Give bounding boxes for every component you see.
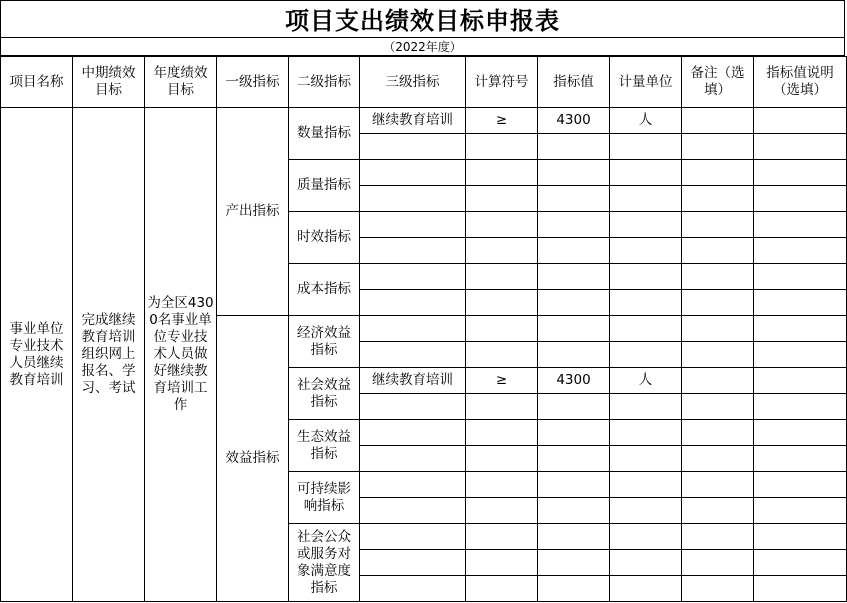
remark-cell[interactable] — [682, 342, 754, 368]
unit-cell[interactable] — [610, 420, 682, 446]
unit-cell[interactable] — [610, 290, 682, 316]
level2-social-cell: 社会效益指标 — [289, 368, 360, 420]
remark-cell[interactable] — [682, 238, 754, 264]
level2-timeliness-cell: 时效指标 — [289, 212, 360, 264]
value-note-cell[interactable] — [754, 264, 847, 290]
value-cell[interactable]: 4300 — [538, 368, 610, 394]
remark-cell[interactable] — [682, 368, 754, 394]
remark-cell[interactable] — [682, 472, 754, 498]
value-note-cell[interactable] — [754, 472, 847, 498]
header-symbol: 计算符号 — [466, 57, 538, 108]
level3-cell[interactable] — [360, 290, 466, 316]
level2-quality-cell: 质量指标 — [289, 160, 360, 212]
symbol-cell[interactable] — [466, 446, 538, 472]
unit-cell[interactable] — [610, 264, 682, 290]
unit-cell[interactable] — [610, 550, 682, 576]
value-note-cell[interactable] — [754, 342, 847, 368]
level1-benefit-cell: 效益指标 — [217, 316, 289, 602]
level3-cell[interactable] — [360, 446, 466, 472]
header-mid-goal: 中期绩效目标 — [73, 57, 145, 108]
symbol-cell[interactable] — [466, 342, 538, 368]
symbol-cell[interactable] — [466, 264, 538, 290]
header-remark: 备注（选填） — [682, 57, 754, 108]
value-note-cell[interactable] — [754, 420, 847, 446]
symbol-cell[interactable] — [466, 160, 538, 186]
value-cell[interactable] — [538, 212, 610, 238]
symbol-cell[interactable] — [466, 290, 538, 316]
remark-cell[interactable] — [682, 108, 754, 134]
remark-cell[interactable] — [682, 186, 754, 212]
value-cell[interactable]: 4300 — [538, 108, 610, 134]
symbol-cell[interactable]: ≥ — [466, 108, 538, 134]
remark-cell[interactable] — [682, 264, 754, 290]
level3-cell[interactable]: 继续教育培训 — [360, 108, 466, 134]
value-cell[interactable] — [538, 186, 610, 212]
level3-cell[interactable] — [360, 316, 466, 342]
level2-sustainable-cell: 可持续影响指标 — [289, 472, 360, 524]
value-note-cell[interactable] — [754, 524, 847, 550]
unit-cell[interactable] — [610, 134, 682, 160]
project-name-cell: 事业单位专业技术人员继续教育培训 — [1, 108, 73, 602]
symbol-cell[interactable] — [466, 576, 538, 602]
value-cell[interactable] — [538, 342, 610, 368]
value-note-cell[interactable] — [754, 186, 847, 212]
level3-cell[interactable] — [360, 394, 466, 420]
value-cell[interactable] — [538, 420, 610, 446]
level3-cell[interactable]: 继续教育培训 — [360, 368, 466, 394]
remark-cell[interactable] — [682, 524, 754, 550]
level2-satisfaction-cell: 社会公众或服务对象满意度指标 — [289, 524, 360, 602]
unit-cell[interactable] — [610, 238, 682, 264]
value-note-cell[interactable] — [754, 160, 847, 186]
symbol-cell[interactable] — [466, 316, 538, 342]
value-cell[interactable] — [538, 576, 610, 602]
value-note-cell[interactable] — [754, 498, 847, 524]
value-cell[interactable] — [538, 316, 610, 342]
symbol-cell[interactable] — [466, 420, 538, 446]
value-cell[interactable] — [538, 498, 610, 524]
remark-cell[interactable] — [682, 212, 754, 238]
header-level2: 二级指标 — [289, 57, 360, 108]
level3-cell[interactable] — [360, 524, 466, 550]
symbol-cell[interactable] — [466, 524, 538, 550]
value-note-cell[interactable] — [754, 576, 847, 602]
remark-cell[interactable] — [682, 446, 754, 472]
level2-economic-cell: 经济效益指标 — [289, 316, 360, 368]
level3-cell[interactable] — [360, 238, 466, 264]
value-note-cell[interactable] — [754, 368, 847, 394]
unit-cell[interactable] — [610, 212, 682, 238]
symbol-cell[interactable] — [466, 238, 538, 264]
year-label: （2022年度） — [0, 37, 845, 56]
level3-cell[interactable] — [360, 498, 466, 524]
value-cell[interactable] — [538, 238, 610, 264]
unit-cell[interactable] — [610, 446, 682, 472]
value-note-cell[interactable] — [754, 446, 847, 472]
unit-cell[interactable] — [610, 394, 682, 420]
level2-ecological-cell: 生态效益指标 — [289, 420, 360, 472]
annual-goal-cell: 为全区4300名事业单位专业技术人员做好继续教育培训工作 — [145, 108, 217, 602]
level3-cell[interactable] — [360, 342, 466, 368]
unit-cell[interactable]: 人 — [610, 108, 682, 134]
value-cell[interactable] — [538, 290, 610, 316]
value-note-cell[interactable] — [754, 550, 847, 576]
level3-cell[interactable] — [360, 420, 466, 446]
header-value-note: 指标值说明（选填） — [754, 57, 847, 108]
unit-cell[interactable] — [610, 186, 682, 212]
remark-cell[interactable] — [682, 134, 754, 160]
value-note-cell[interactable] — [754, 212, 847, 238]
value-cell[interactable] — [538, 134, 610, 160]
symbol-cell[interactable] — [466, 212, 538, 238]
remark-cell[interactable] — [682, 498, 754, 524]
performance-table — [0, 56, 847, 602]
value-note-cell[interactable] — [754, 394, 847, 420]
header-project-name: 项目名称 — [1, 57, 73, 108]
remark-cell[interactable] — [682, 420, 754, 446]
unit-cell[interactable] — [610, 316, 682, 342]
value-note-cell[interactable] — [754, 134, 847, 160]
value-cell[interactable] — [538, 550, 610, 576]
level3-cell[interactable] — [360, 186, 466, 212]
symbol-cell[interactable] — [466, 134, 538, 160]
unit-cell[interactable] — [610, 342, 682, 368]
level1-output-cell: 产出指标 — [217, 108, 289, 316]
header-value: 指标值 — [538, 57, 610, 108]
symbol-cell[interactable] — [466, 498, 538, 524]
unit-cell[interactable] — [610, 160, 682, 186]
level3-cell[interactable] — [360, 472, 466, 498]
value-cell[interactable] — [538, 264, 610, 290]
value-note-cell[interactable] — [754, 290, 847, 316]
value-note-cell[interactable] — [754, 316, 847, 342]
value-cell[interactable] — [538, 472, 610, 498]
remark-cell[interactable] — [682, 576, 754, 602]
symbol-cell[interactable] — [466, 550, 538, 576]
header-level1: 一级指标 — [217, 57, 289, 108]
remark-cell[interactable] — [682, 394, 754, 420]
symbol-cell[interactable] — [466, 472, 538, 498]
remark-cell[interactable] — [682, 290, 754, 316]
value-cell[interactable] — [538, 446, 610, 472]
remark-cell[interactable] — [682, 316, 754, 342]
level3-cell[interactable] — [360, 576, 466, 602]
remark-cell[interactable] — [682, 550, 754, 576]
level3-cell[interactable] — [360, 134, 466, 160]
header-unit: 计量单位 — [610, 57, 682, 108]
value-cell[interactable] — [538, 524, 610, 550]
page-title: 项目支出绩效目标申报表 — [0, 0, 845, 37]
remark-cell[interactable] — [682, 160, 754, 186]
unit-cell[interactable]: 人 — [610, 368, 682, 394]
level3-cell[interactable] — [360, 212, 466, 238]
symbol-cell[interactable] — [466, 394, 538, 420]
level3-cell[interactable] — [360, 550, 466, 576]
level3-cell[interactable] — [360, 264, 466, 290]
level3-cell[interactable] — [360, 160, 466, 186]
header-annual-goal: 年度绩效目标 — [145, 57, 217, 108]
header-level3: 三级指标 — [360, 57, 466, 108]
unit-cell[interactable] — [610, 498, 682, 524]
mid-goal-cell: 完成继续教育培训组织网上报名、学习、考试 — [73, 108, 145, 602]
header-row — [1, 57, 847, 108]
unit-cell[interactable] — [610, 524, 682, 550]
unit-cell[interactable] — [610, 472, 682, 498]
level2-cost-cell: 成本指标 — [289, 264, 360, 316]
value-note-cell[interactable] — [754, 238, 847, 264]
value-cell[interactable] — [538, 394, 610, 420]
value-cell[interactable] — [538, 160, 610, 186]
level2-quantity-cell: 数量指标 — [289, 108, 360, 160]
symbol-cell[interactable] — [466, 186, 538, 212]
unit-cell[interactable] — [610, 576, 682, 602]
value-note-cell[interactable] — [754, 108, 847, 134]
symbol-cell[interactable]: ≥ — [466, 368, 538, 394]
